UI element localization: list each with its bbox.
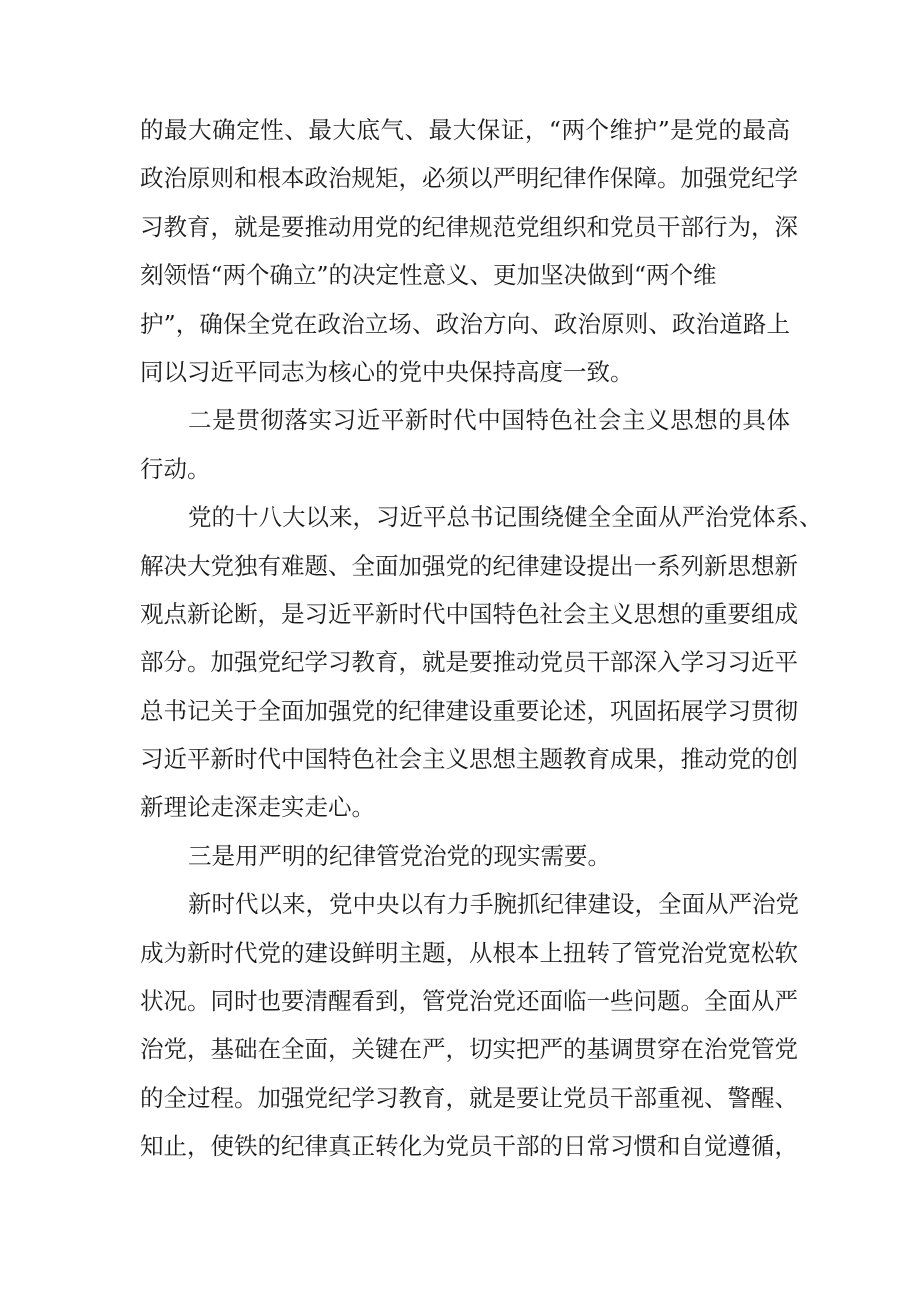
- text-line: 的最大确定性、最大底气、最大保证，“两个维护”是党的最高: [140, 116, 790, 144]
- text-line: 成为新时代党的建设鲜明主题，从根本上扭转了管党治党宽松软: [140, 938, 798, 967]
- text-line: 政治原则和根本政治规矩，必须以严明纪律作保障。加强党纪学: [140, 164, 798, 193]
- text-line: 知止，使铁的纪律真正转化为党员干部的日常习惯和自觉遵循，: [140, 1132, 798, 1161]
- text-line: 刻领悟“两个确立”的决定性意义、更加坚决做到“两个维: [140, 261, 717, 290]
- text-line: 三是用严明的纪律管党治党的现实需要。: [188, 841, 611, 870]
- text-line: 二是贯彻落实习近平新时代中国特色社会主义思想的具体: [188, 406, 790, 435]
- text-line: 治党，基础在全面，关键在严，切实把严的基调贯穿在治党管党: [140, 1035, 798, 1064]
- text-line: 行动。: [140, 454, 211, 483]
- text-line: 护”，确保全党在政治立场、政治方向、政治原则、政治道路上: [140, 309, 790, 338]
- text-line: 党的十八大以来，习近平总书记围绕健全全面从严治党体系、: [188, 503, 823, 532]
- text-line: 新理论走深走实走心。: [140, 793, 375, 822]
- text-line: 习近平新时代中国特色社会主义思想主题教育成果，推动党的创: [140, 745, 798, 774]
- text-line: 解决大党独有难题、全面加强党的纪律建设提出一系列新思想新: [140, 551, 798, 580]
- text-line: 状况。同时也要清醒看到，管党治党还面临一些问题。全面从严: [140, 987, 798, 1016]
- text-line: 部分。加强党纪学习教育，就是要推动党员干部深入学习习近平: [140, 648, 798, 677]
- document-body: [140, 106, 823, 1171]
- text-line: 同以习近平同志为核心的党中央保持高度一致。: [140, 357, 634, 386]
- text-line: 新时代以来，党中央以有力手腕抓纪律建设，全面从严治党: [188, 890, 799, 919]
- text-line: 习教育，就是要推动用党的纪律规范党组织和党员干部行为，深: [140, 212, 798, 241]
- text-line: 总书记关于全面加强党的纪律建设重要论述，巩固拓展学习贯彻: [140, 696, 798, 725]
- text-line: 观点新论断，是习近平新时代中国特色社会主义思想的重要组成: [140, 599, 798, 628]
- text-line: 的全过程。加强党纪学习教育，就是要让党员干部重视、警醒、: [140, 1083, 798, 1112]
